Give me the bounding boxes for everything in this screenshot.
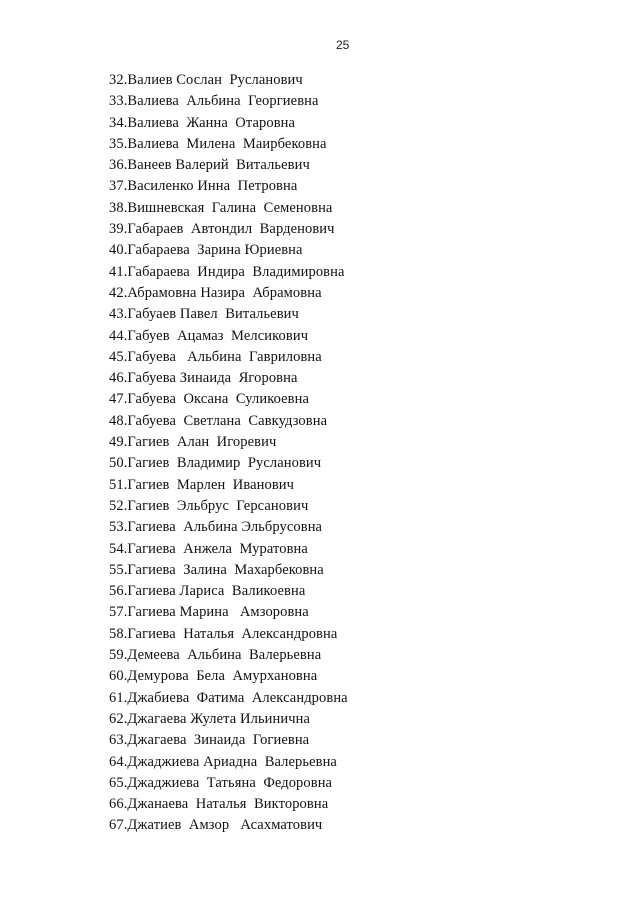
- list-item: 48.Габуева Светлана Савкудзовна: [109, 412, 328, 429]
- list-item: 52.Гагиев Эльбрус Герсанович: [109, 497, 309, 514]
- list-item: 43.Габуаев Павел Витальевич: [109, 306, 299, 323]
- list-item: 40.Габараева Зарина Юриевна: [109, 242, 303, 259]
- list-item: 62.Джагаева Жулета Ильинична: [109, 710, 311, 727]
- list-item: 60.Демурова Бела Амурхановна: [109, 668, 318, 685]
- list-item: 50.Гагиев Владимир Русланович: [109, 455, 322, 472]
- list-item: 64.Джаджиева Ариадна Валерьевна: [109, 753, 337, 770]
- list-item: 46.Габуева Зинаида Ягоровна: [109, 370, 298, 387]
- name-list: [109, 70, 348, 837]
- list-item: 61.Джабиева Фатима Александровна: [109, 689, 348, 706]
- list-item: 67.Джатиев Амзор Асахматович: [109, 817, 323, 834]
- page-number: 25: [336, 38, 350, 52]
- list-item: 65.Джаджиева Татьяна Федоровна: [109, 774, 333, 791]
- list-item: 44.Габуев Ацамаз Мелсикович: [109, 327, 309, 344]
- list-item: 36.Ванеев Валерий Витальевич: [109, 157, 310, 174]
- list-item: 33.Валиева Альбина Георгиевна: [109, 93, 319, 110]
- list-item: 55.Гагиева Залина Махарбековна: [109, 561, 324, 578]
- list-item: 42.Абрамовна Назира Абрамовна: [109, 284, 322, 301]
- list-item: 63.Джагаева Зинаида Гогиевна: [109, 732, 310, 749]
- list-item: 34.Валиева Жанна Отаровна: [109, 114, 296, 131]
- list-item: 54.Гагиева Анжела Муратовна: [109, 540, 308, 557]
- list-item: 32.Валиев Сослан Русланович: [109, 72, 303, 88]
- list-item: 47.Габуева Оксана Суликоевна: [109, 391, 310, 408]
- list-item: 39.Габараев Автондил Варденович: [109, 221, 335, 238]
- list-item: 37.Василенко Инна Петровна: [109, 178, 298, 195]
- list-item: 51.Гагиев Марлен Иванович: [109, 476, 295, 493]
- list-item: 66.Джанаева Наталья Викторовна: [109, 796, 329, 813]
- list-item: 41.Габараева Индира Владимировна: [109, 263, 345, 280]
- list-item: 45.Габуева Альбина Гавриловна: [109, 348, 322, 365]
- list-item: 38.Вишневская Галина Семеновна: [109, 199, 333, 216]
- list-item: 49.Гагиев Алан Игоревич: [109, 434, 277, 451]
- list-item: 59.Демеева Альбина Валерьевна: [109, 647, 322, 664]
- list-item: 35.Валиева Милена Маирбековна: [109, 135, 327, 152]
- list-item: 53.Гагиева Альбина Эльбрусовна: [109, 519, 323, 536]
- list-item: 57.Гагиева Марина Амзоровна: [109, 604, 309, 621]
- list-item: 58.Гагиева Наталья Александровна: [109, 625, 338, 642]
- list-item: 56.Гагиева Лариса Валикоевна: [109, 583, 306, 600]
